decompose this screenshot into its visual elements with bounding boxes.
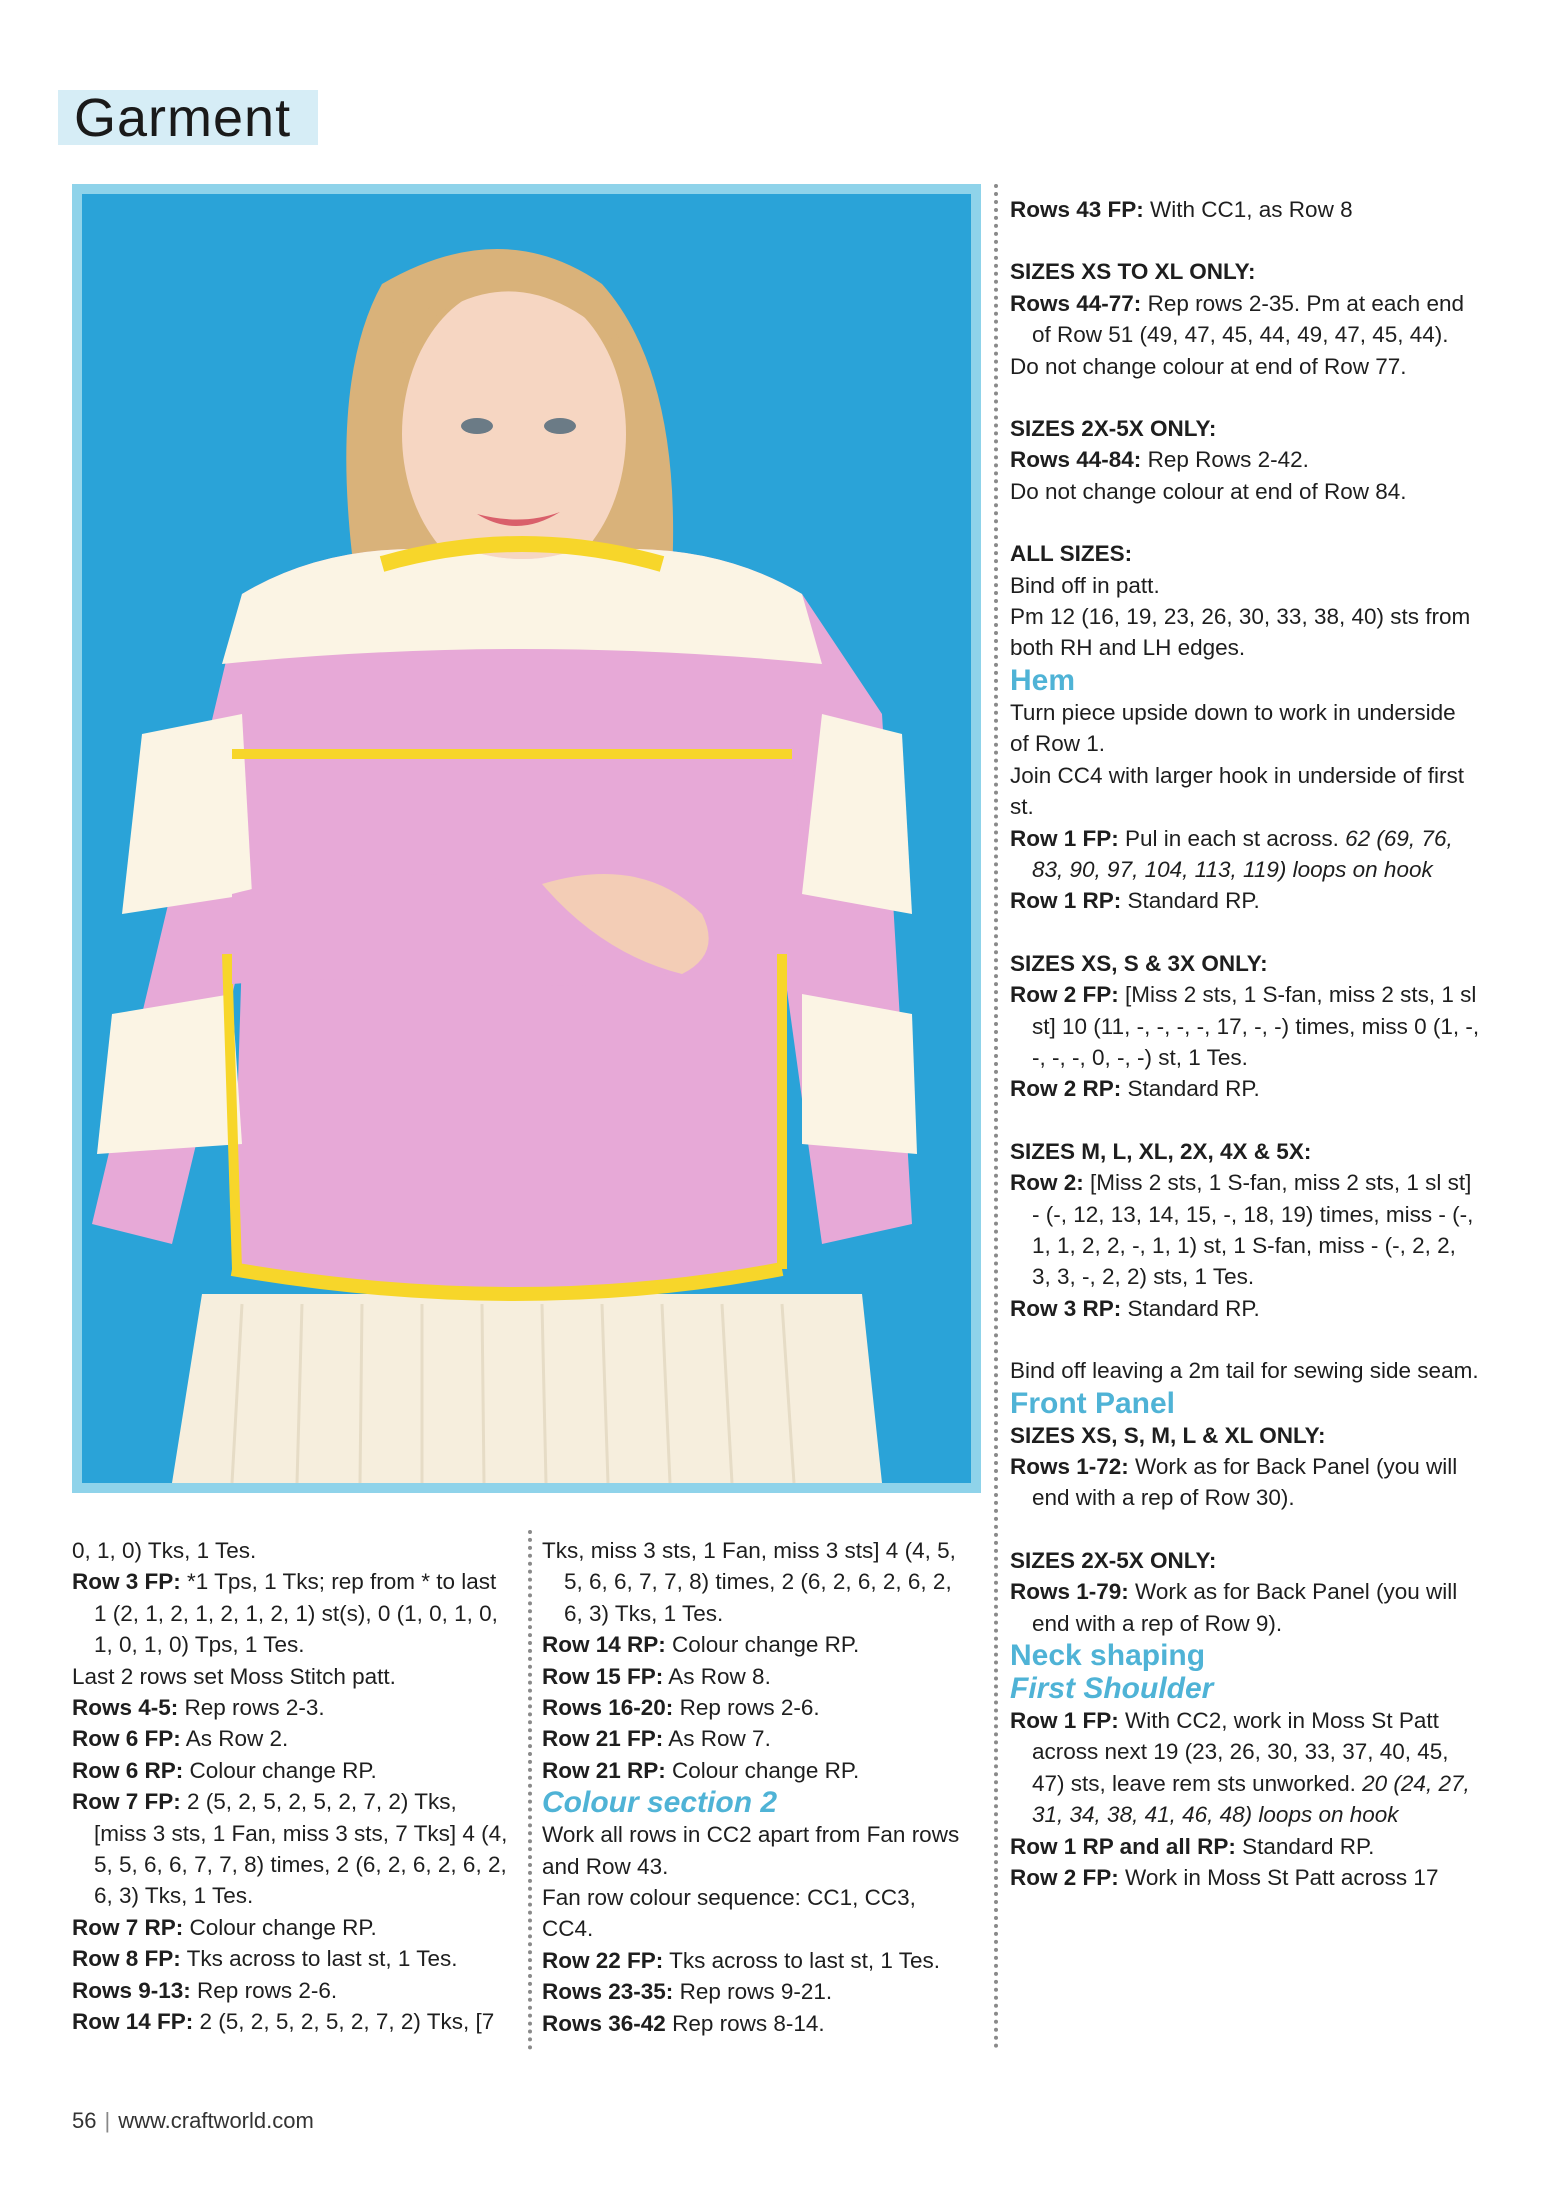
instruction-line bbox=[1010, 979, 1480, 1073]
instruction-text: Standard RP. bbox=[1121, 1076, 1260, 1102]
instruction-line bbox=[72, 1975, 512, 2006]
column-divider-right bbox=[994, 184, 998, 2050]
column-divider-left bbox=[528, 1530, 532, 2050]
instruction-line bbox=[542, 1661, 972, 1692]
instruction-line bbox=[1010, 1355, 1480, 1386]
spacer bbox=[1010, 507, 1480, 538]
spacer bbox=[1010, 1105, 1480, 1136]
instruction-text: Join CC4 with larger hook in underside of first st. bbox=[1010, 762, 1464, 820]
instruction-line bbox=[1010, 885, 1480, 916]
instruction-text: As Row 7. bbox=[663, 1726, 771, 1752]
instruction-line bbox=[1010, 697, 1480, 760]
row-label: Row 14 RP: bbox=[542, 1632, 666, 1658]
instruction-text: Rep Rows 2-42. bbox=[1141, 447, 1309, 473]
instruction-line bbox=[1010, 760, 1480, 823]
row-label: SIZES 2X-5X ONLY: bbox=[1010, 416, 1217, 442]
instruction-line bbox=[72, 1755, 512, 1786]
section-heading: Front Panel bbox=[1010, 1386, 1176, 1420]
instruction-line bbox=[72, 1943, 512, 1974]
instruction-line bbox=[1010, 1293, 1480, 1324]
model-photo bbox=[82, 194, 971, 1483]
row-label: Row 6 RP: bbox=[72, 1757, 184, 1783]
instruction-line bbox=[542, 2008, 972, 2039]
row-label: Row 6 FP: bbox=[72, 1726, 181, 1752]
instruction-line bbox=[1010, 194, 1480, 225]
row-label: SIZES XS TO XL ONLY: bbox=[1010, 259, 1256, 285]
instruction-text: Work all rows in CC2 apart from Fan rows and Row 43. bbox=[542, 1822, 960, 1879]
row-label: Row 2: bbox=[1010, 1170, 1084, 1196]
instruction-text: Work in Moss St Patt across 17 bbox=[1118, 1865, 1439, 1891]
instruction-line bbox=[1010, 413, 1480, 444]
row-label: Row 22 FP: bbox=[542, 1947, 664, 1973]
row-label: SIZES 2X-5X ONLY: bbox=[1010, 1547, 1217, 1573]
instruction-text: As Row 8. bbox=[663, 1663, 771, 1689]
row-label: Row 8 FP: bbox=[72, 1946, 181, 1972]
instruction-line bbox=[1010, 1831, 1480, 1862]
instruction-line bbox=[1010, 601, 1480, 664]
instruction-line bbox=[542, 1692, 972, 1723]
row-label: Row 21 RP: bbox=[542, 1757, 666, 1783]
instruction-text: Bind off leaving a 2m tail for sewing side seam. bbox=[1010, 1358, 1479, 1384]
column-3 bbox=[1010, 194, 1480, 1893]
instruction-line bbox=[542, 1945, 972, 1976]
instruction-text: Colour change RP. bbox=[665, 1632, 860, 1658]
instruction-line bbox=[542, 1629, 972, 1660]
instruction-line bbox=[542, 1819, 972, 1882]
instruction-line bbox=[1010, 351, 1480, 382]
spacer bbox=[1010, 382, 1480, 413]
instruction-text: Do not change colour at end of Row 84. bbox=[1010, 478, 1407, 504]
row-label: Rows 4-5: bbox=[72, 1695, 179, 1721]
spacer bbox=[1010, 1514, 1480, 1545]
instruction-text: Tks across to last st, 1 Tes. bbox=[180, 1946, 458, 1972]
spacer bbox=[1010, 1324, 1480, 1355]
instruction-line bbox=[1010, 538, 1480, 569]
instruction-line bbox=[1010, 1545, 1480, 1576]
instruction-text: Standard RP. bbox=[1235, 1833, 1375, 1859]
row-label: Rows 44-84: bbox=[1010, 447, 1142, 473]
instruction-line bbox=[1010, 288, 1480, 351]
instruction-text: Work as for Back Panel (you will end with a rep of Row 30). bbox=[1032, 1454, 1458, 1511]
instruction-text: 0, 1, 0) Tks, 1 Tes. bbox=[72, 1538, 257, 1563]
instruction-text: Rep rows 2-3. bbox=[178, 1695, 325, 1721]
instruction-line bbox=[72, 1786, 512, 1912]
instruction-line bbox=[542, 1723, 972, 1754]
column-2 bbox=[542, 1535, 972, 2039]
instruction-text: Rep rows 2-6. bbox=[673, 1695, 820, 1721]
instruction-text: Do not change colour at end of Row 77. bbox=[1010, 353, 1407, 379]
row-label: Rows 36-42 bbox=[542, 2010, 666, 2036]
row-label: Rows 1-79: bbox=[1010, 1579, 1129, 1605]
row-label: ALL SIZES: bbox=[1010, 541, 1133, 567]
row-label: Row 3 RP: bbox=[1010, 1295, 1122, 1321]
instruction-line bbox=[542, 1882, 972, 1945]
instruction-text: Work as for Back Panel (you will end with a rep of Row 9). bbox=[1032, 1579, 1458, 1636]
row-label: Rows 43 FP: bbox=[1010, 197, 1144, 222]
instruction-text: Colour change RP. bbox=[183, 1914, 377, 1940]
instruction-text: Colour change RP. bbox=[183, 1757, 377, 1783]
instruction-text: Rep rows 2-35. Pm at each end of Row 51 (49, 47, 45, 44, 49, 47, 45, 44). bbox=[1032, 290, 1464, 348]
instruction-line bbox=[1010, 1862, 1480, 1893]
instruction-line bbox=[72, 2006, 512, 2037]
row-label: SIZES XS, S, M, L & XL ONLY: bbox=[1010, 1422, 1326, 1448]
section-label bbox=[58, 88, 318, 148]
instruction-line bbox=[542, 1976, 972, 2007]
row-label: Rows 1-72: bbox=[1010, 1454, 1129, 1479]
instruction-line bbox=[72, 1692, 512, 1723]
instruction-italic: 62 (69, 76, 83, 90, 97, 104, 113, 119) loops on hook bbox=[1032, 825, 1453, 882]
section-heading: Hem bbox=[1010, 663, 1076, 697]
instruction-line bbox=[1010, 1073, 1480, 1104]
instruction-line bbox=[1010, 823, 1480, 886]
instruction-text: With CC1, as Row 8 bbox=[1143, 197, 1353, 222]
instruction-text: 2 (5, 2, 5, 2, 5, 2, 7, 2) Tks, [miss 3 sts, 1 Fan, miss 3 sts, 7 Tks] 4 (4, 5, 5, 6, 6, 7, 7, 8) times, 2 (6, 2, 6, 2, 6, 2, 6, 3) Tks, 1 Tes. bbox=[94, 1789, 508, 1909]
instruction-text: Rep rows 9-21. bbox=[673, 1979, 833, 2005]
instruction-text: Standard RP. bbox=[1121, 1295, 1260, 1321]
column-1 bbox=[72, 1535, 512, 2038]
instruction-line bbox=[1010, 444, 1480, 475]
section-title: Garment bbox=[74, 88, 292, 148]
spacer bbox=[1010, 917, 1480, 948]
instruction-text: Rep rows 2-6. bbox=[190, 1977, 338, 2003]
section-heading: Neck shaping bbox=[1010, 1639, 1206, 1673]
instruction-line bbox=[72, 1723, 512, 1754]
row-label: Rows 23-35: bbox=[542, 1979, 674, 2005]
instruction-line bbox=[1010, 1167, 1480, 1293]
spacer bbox=[1010, 225, 1480, 256]
page-number: 56 bbox=[72, 2108, 97, 2133]
row-label: Row 1 RP and all RP: bbox=[1010, 1833, 1236, 1859]
photo-frame bbox=[72, 184, 981, 1493]
row-label: Row 2 RP: bbox=[1010, 1076, 1122, 1102]
instruction-text: Pm 12 (16, 19, 23, 26, 30, 33, 38, 40) sts from both RH and LH edges. bbox=[1010, 604, 1471, 661]
site-url[interactable]: www.craftworld.com bbox=[118, 2108, 314, 2133]
page-footer: 56 | www.craftworld.com bbox=[72, 2108, 314, 2133]
instruction-line bbox=[72, 1912, 512, 1943]
instruction-line bbox=[1010, 476, 1480, 507]
row-label: Row 7 RP: bbox=[72, 1914, 184, 1940]
instruction-text: Standard RP. bbox=[1121, 888, 1260, 914]
instruction-line bbox=[1010, 1705, 1480, 1831]
instruction-line bbox=[542, 1755, 972, 1786]
section-heading: Colour section 2 bbox=[542, 1786, 778, 1820]
instruction-text: Rep rows 8-14. bbox=[665, 2010, 825, 2036]
instruction-line bbox=[1010, 256, 1480, 287]
row-label: Rows 9-13: bbox=[72, 1977, 191, 2003]
instruction-text: Last 2 rows set Moss Stitch patt. bbox=[72, 1663, 396, 1689]
row-label: Row 21 FP: bbox=[542, 1726, 664, 1752]
instruction-line bbox=[72, 1661, 512, 1692]
instruction-line bbox=[1010, 1451, 1480, 1514]
instruction-text: 2 (5, 2, 5, 2, 5, 2, 7, 2) Tks, [7 bbox=[193, 2009, 495, 2035]
instruction-line bbox=[542, 1535, 972, 1629]
instruction-italic: 20 (24, 27, 31, 34, 38, 41, 46, 48) loops on hook bbox=[1032, 1770, 1470, 1828]
row-label: Row 2 FP: bbox=[1010, 982, 1119, 1008]
instruction-text: Tks, miss 3 sts, 1 Fan, miss 3 sts] 4 (4, 5, 5, 6, 6, 7, 7, 8) times, 2 (6, 2, 6, 2, 6, 2, 6, 3) Tks, 1 Tes. bbox=[542, 1538, 956, 1626]
row-label: Row 2 FP: bbox=[1010, 1865, 1119, 1891]
row-label: Row 3 FP: bbox=[72, 1569, 181, 1595]
row-label: Rows 44-77: bbox=[1010, 290, 1142, 316]
instruction-line bbox=[72, 1566, 512, 1660]
row-label: Rows 16-20: bbox=[542, 1695, 674, 1721]
instruction-text: Tks across to last st, 1 Tes. bbox=[663, 1947, 941, 1973]
row-label: SIZES M, L, XL, 2X, 4X & 5X: bbox=[1010, 1138, 1312, 1164]
instruction-line bbox=[1010, 570, 1480, 601]
row-label: Row 1 FP: bbox=[1010, 1708, 1119, 1734]
sweater-illustration bbox=[82, 194, 971, 1483]
instruction-line bbox=[1010, 1136, 1480, 1167]
instruction-text: [Miss 2 sts, 1 S-fan, miss 2 sts, 1 sl st] 10 (11, -, -, -, -, 17, -, -) times, miss 0 (1, -, -, -, -, 0, -, -) st, 1 Tes. bbox=[1032, 982, 1480, 1070]
section-heading: First Shoulder bbox=[1010, 1672, 1214, 1706]
row-label: Row 1 RP: bbox=[1010, 888, 1122, 914]
instruction-text: With CC2, work in Moss St Patt across next 19 (23, 26, 30, 33, 37, 40, 45, 47) sts, leave rem sts unworked. bbox=[1032, 1708, 1449, 1796]
instruction-text: Bind off in patt. bbox=[1010, 572, 1160, 598]
row-label: Row 1 FP: bbox=[1010, 825, 1119, 851]
instruction-line bbox=[1010, 948, 1480, 979]
instruction-text: [Miss 2 sts, 1 S-fan, miss 2 sts, 1 sl st] - (-, 12, 13, 14, 15, -, 18, 19) times, miss - (-, 1, 1, 2, 2, -, 1, 1) st, 1 S-fan, miss - (-, 2, 2, 3, 3, -, 2, 2) sts, 1 Tes. bbox=[1032, 1170, 1474, 1290]
instruction-text: *1 Tps, 1 Tks; rep from * to last 1 (2, 1, 2, 1, 2, 1, 2, 1) st(s), 0 (1, 0, 1, 0, 1, 0, 1, 0) Tps, 1 Tes. bbox=[94, 1569, 498, 1658]
row-label: Row 15 FP: bbox=[542, 1663, 664, 1689]
instruction-text: Turn piece upside down to work in underside of Row 1. bbox=[1010, 699, 1456, 757]
instruction-text: As Row 2. bbox=[180, 1726, 289, 1752]
instruction-text: Fan row colour sequence: CC1, CC3, CC4. bbox=[542, 1885, 916, 1942]
row-label: Row 7 FP: bbox=[72, 1789, 181, 1815]
row-label: Row 14 FP: bbox=[72, 2009, 194, 2035]
instruction-line bbox=[72, 1535, 512, 1566]
instruction-text: Pul in each st across. bbox=[1118, 825, 1346, 851]
instruction-line bbox=[1010, 1420, 1480, 1451]
row-label: SIZES XS, S & 3X ONLY: bbox=[1010, 950, 1268, 976]
instruction-line bbox=[1010, 1576, 1480, 1639]
instruction-text: Colour change RP. bbox=[665, 1757, 860, 1783]
